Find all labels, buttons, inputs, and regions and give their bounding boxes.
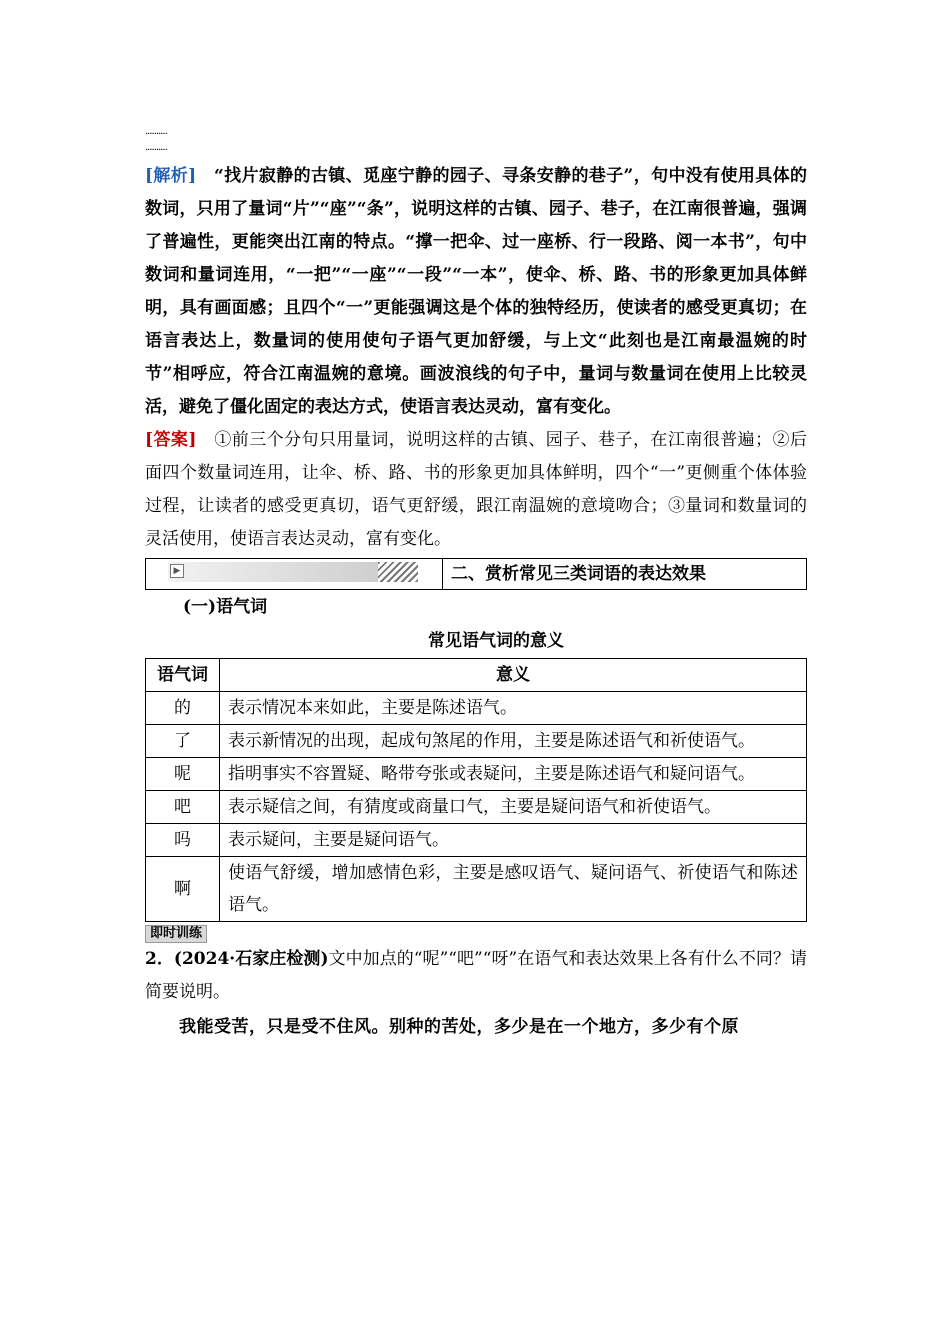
particle-meaning: 表示新情况的出现，起成句煞尾的作用，主要是陈述语气和祈使语气。 xyxy=(220,725,807,758)
particle-meaning: 表示疑信之间，有猜度或商量口气，主要是疑问语气和祈使语气。 xyxy=(220,791,807,824)
passage-text: 我能受苦，只是受不住风。别种的苦处，多少是在一个地方，多少有个原 xyxy=(179,1017,739,1037)
page-content xyxy=(145,128,807,1044)
header-meaning: 意义 xyxy=(220,659,807,692)
particle-word: 吗 xyxy=(146,824,220,857)
table-row xyxy=(146,824,807,857)
particle-word: 的 xyxy=(146,692,220,725)
table-header-row xyxy=(146,659,807,692)
particle-meaning: 表示疑问，主要是疑问语气。 xyxy=(220,824,807,857)
analysis-text: “找片寂静的古镇、觅座宁静的园子、寻条安静的巷子”，句中没有使用具体的数词，只用了量词“片”“座”“条”，说明这样的古镇、园子、巷子，在江南很普遍，强调了普遍性，更能突出江南的特点。“撑一把伞、过一座桥、行一段路、阅一本书”，句中数词和量词连用，“一把”“一座”“一段”“一本”，使伞、桥、路、书的形象更加具体鲜明，具有画面感；且四个“一”更能强调这是个体的独特经历，使读者的感受更真切；在语言表达上，数量词的使用使句子语气更加舒缓，与上文“此刻也是江南最温婉的时节”相呼应，符合江南温婉的意境。画波浪线的句子中，量词与数量词在使用上比较灵活，避免了僵化固定的表达方式，使语言表达灵动，富有变化。 xyxy=(145,166,808,417)
table-row xyxy=(146,791,807,824)
particle-word: 啊 xyxy=(146,857,220,922)
question-source: (2024·石家庄检测) xyxy=(173,949,329,969)
dot-leader-2: ·········· xyxy=(145,145,167,156)
answer-paragraph xyxy=(145,424,807,556)
drill-label-wrap xyxy=(145,922,807,943)
question-text: 文中加点的“呢”“吧”“呀”在语气和表达效果上各有什么不同？请简要说明。 xyxy=(145,949,807,1002)
table-row xyxy=(146,857,807,922)
particle-word: 吧 xyxy=(146,791,220,824)
particle-word: 呢 xyxy=(146,758,220,791)
dot-leader-1: ·········· xyxy=(145,129,167,140)
analysis-tag: [解析] xyxy=(145,166,197,186)
question-number: 2． xyxy=(145,949,174,969)
section-title: 二、赏析常见三类词语的表达效果 xyxy=(451,564,706,584)
drill-label: 即时训练 xyxy=(145,925,207,943)
answer-text: ①前三个分句只用量词，说明这样的古镇、园子、巷子，在江南很普遍；②后面四个数量词连用，让伞、桥、路、书的形象更加具体鲜明，四个“一”更侧重个体体验过程，让读者的感受更真切，语气更舒缓，跟江南温婉的意境吻合；③量词和数量词的灵活使用，使语言表达灵动，富有变化。 xyxy=(145,430,807,549)
header-word: 语气词 xyxy=(146,659,220,692)
answer-tag: [答案] xyxy=(145,430,197,450)
question-paragraph xyxy=(145,943,807,1009)
section-stripe xyxy=(168,562,418,582)
table-caption: 常见语气词的意义 xyxy=(428,631,564,651)
section-header xyxy=(145,558,807,590)
particle-meaning: 使语气舒缓，增加感情色彩，主要是感叹语气、疑问语气、祈使语气和陈述语气。 xyxy=(220,857,807,922)
table-row xyxy=(146,758,807,791)
subsection-title: (一)语气词 xyxy=(183,597,268,617)
play-icon: ▶ xyxy=(170,564,184,578)
particle-word: 了 xyxy=(146,725,220,758)
analysis-paragraph xyxy=(145,160,807,424)
particle-meaning: 指明事实不容置疑、略带夸张或表疑问，主要是陈述语气和疑问语气。 xyxy=(220,758,807,791)
particle-table xyxy=(145,658,807,922)
table-row xyxy=(146,725,807,758)
table-row xyxy=(146,692,807,725)
particle-meaning: 表示情况本来如此，主要是陈述语气。 xyxy=(220,692,807,725)
section-decoration xyxy=(146,559,443,589)
